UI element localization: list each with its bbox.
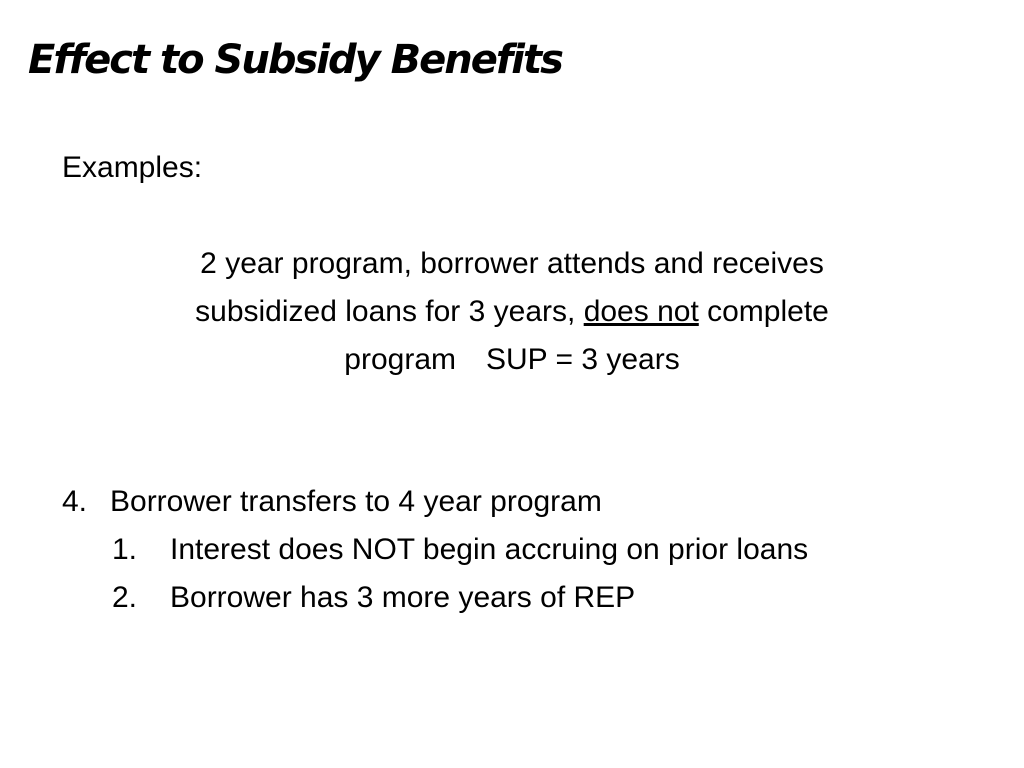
slide-title: Effect to Subsidy Benefits	[28, 37, 562, 83]
example-emphasis-does-not: does not	[583, 295, 699, 328]
example-line-2	[0, 288, 1024, 336]
example-line-3	[0, 336, 1024, 384]
examples-label: Examples:	[62, 151, 203, 184]
example-block	[0, 240, 1024, 384]
list-item-4	[62, 478, 602, 526]
sublist-item-number: 2.	[112, 581, 138, 614]
example-line-2-end: complete	[698, 295, 829, 328]
example-line-2-start: subsidized loans for 3 years,	[195, 295, 584, 328]
sublist-item-text: Interest does NOT begin accruing on prior loans	[170, 533, 809, 566]
example-line-3-program: program	[344, 343, 456, 376]
sublist-item	[112, 574, 808, 622]
sublist-item	[112, 526, 808, 574]
sublist-item-number: 1.	[112, 533, 138, 566]
list-item-number: 4.	[62, 485, 88, 518]
sublist	[112, 526, 808, 622]
example-line-1: 2 year program, borrower attends and receives	[200, 247, 824, 280]
list-item-text: Borrower transfers to 4 year program	[110, 485, 602, 518]
example-sup-value: SUP = 3 years	[486, 343, 680, 376]
sublist-item-text: Borrower has 3 more years of REP	[170, 581, 636, 614]
